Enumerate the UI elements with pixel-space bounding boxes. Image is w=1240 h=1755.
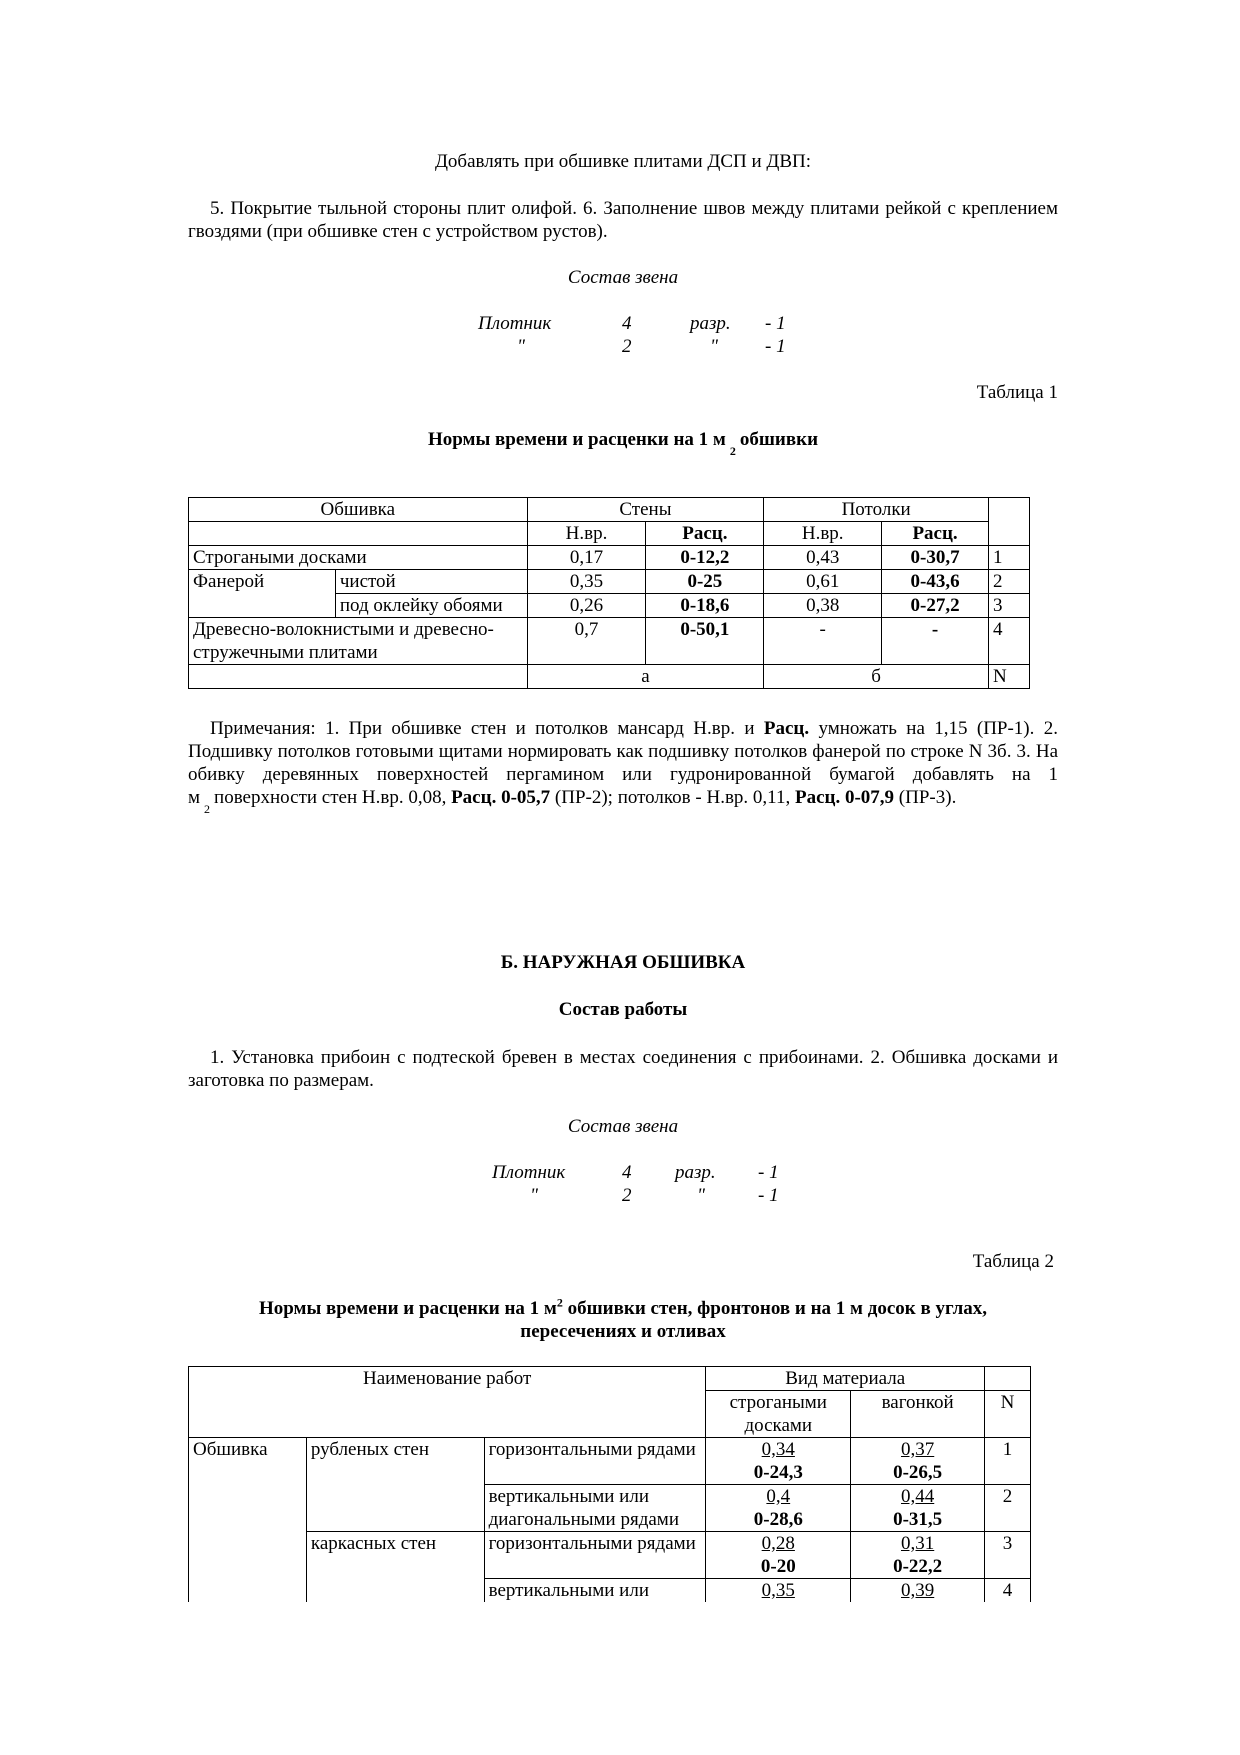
crew-title-b: Состав звена: [567, 1116, 679, 1137]
section-b-heading: Б. НАРУЖНАЯ ОБШИВКА: [500, 952, 746, 973]
header-nvr: Н.вр.: [764, 522, 882, 546]
table-row: вертикальными или диагональными рядами 0,4 0-28,6 0,44 0-31,5 2: [189, 1485, 1031, 1532]
work-title: Состав работы: [558, 999, 688, 1020]
header-name: Наименование работ: [189, 1367, 706, 1438]
header-ceilings: Потолки: [764, 498, 989, 522]
crew-list-b: [0, 1161, 1240, 1211]
crew-unit: разр.: [675, 1162, 716, 1183]
crew-unit: ": [710, 336, 718, 357]
add-text: 5. Покрытие тыльной стороны плит олифой. 6. Заполнение швов между плитами рейкой с креплением гвоздями (при обшивке стен с устройством рустов).: [188, 198, 1058, 242]
table1-label: Таблица 1: [976, 382, 1058, 403]
crew-count: - 1: [758, 1185, 779, 1206]
table1-title: Нормы времени и расценки на 1 $м_2обшивки$: [427, 429, 819, 458]
table-row: Обшивка рубленых стен горизонтальными рядами 0,34 0-24,3 0,37 0-26,5 1: [189, 1438, 1031, 1485]
table2: [188, 1366, 1031, 1602]
header-rasc: Расц.: [646, 522, 764, 546]
table-footer-row: а б N: [189, 665, 1030, 689]
crew-list-a: [0, 312, 1240, 362]
crew-name: ": [530, 1185, 538, 1206]
header-planed: строгаными досками: [706, 1391, 851, 1438]
crew-unit: ": [697, 1185, 705, 1206]
crew-name: ": [517, 336, 525, 357]
table-row: вертикальными или 0,35 0,39 4: [189, 1579, 1031, 1603]
crew-grade: 4: [622, 313, 632, 334]
header-material: Вид материала: [706, 1367, 985, 1391]
add-header: Добавлять при обшивке плитами ДСП и ДВП:: [434, 151, 812, 172]
crew-unit: разр.: [690, 313, 731, 334]
table-row: Древесно-волокнистыми и древесно-стружечными плитами 0,7 0-50,1 - - 4: [189, 618, 1030, 665]
table-row: под оклейку обоями 0,26 0-18,6 0,38 0-27,2 3: [189, 594, 1030, 618]
header-walls: Стены: [527, 498, 764, 522]
crew-grade: 2: [622, 336, 632, 357]
header-lining: вагонкой: [851, 1391, 985, 1438]
table-row: Фанерой чистой 0,35 0-25 0,61 0-43,6 2: [189, 570, 1030, 594]
header-cladding: Обшивка: [189, 498, 528, 522]
crew-grade: 4: [622, 1162, 632, 1183]
header-nvr: Н.вр.: [527, 522, 646, 546]
crew-count: - 1: [765, 336, 786, 357]
crew-name: Плотник: [478, 313, 552, 334]
crew-count: - 1: [765, 313, 786, 334]
crew-grade: 2: [622, 1185, 632, 1206]
table2-title: Нормы времени и расценки на 1 $м^2$ обшивки стен, фронтонов и на 1 м досок в углах, пересечениях и отливах: [258, 1295, 988, 1342]
header-n: N: [985, 1391, 1031, 1438]
table-row: Строгаными досками 0,17 0-12,2 0,43 0-30,7 1: [189, 546, 1030, 570]
header-rasc: Расц.: [882, 522, 989, 546]
table2-label: Таблица 2: [972, 1251, 1054, 1272]
table1-notes: Примечания: 1. При обшивке стен и потолков мансард Н.вр. и Расц. умножать на 1,15 (ПР-1). 2. Подшивку потолков готовыми щитами нормировать как подшивку потолков фанерой по строке N 3б. 3. На обивку деревянных поверхностей пергамином или гудронированной бумагой добавлять на 1 $м_2поверхности$ стен Н.вр. 0,08, Расц. 0-05,7 (ПР-2); потолков - Н.вр. 0,11, Расц. 0-07,9 (ПР-3).: [188, 718, 1058, 816]
table-row: каркасных стен горизонтальными рядами 0,28 0-20 0,31 0-22,2 3: [189, 1532, 1031, 1579]
crew-count: - 1: [758, 1162, 779, 1183]
work-text: 1. Установка прибоин с подтеской бревен в местах соединения с прибоинами. 2. Обшивка досками и заготовка по размерам.: [188, 1047, 1058, 1091]
table1: [188, 497, 1030, 689]
crew-title-a: Состав звена: [567, 267, 679, 288]
crew-name: Плотник: [492, 1162, 566, 1183]
